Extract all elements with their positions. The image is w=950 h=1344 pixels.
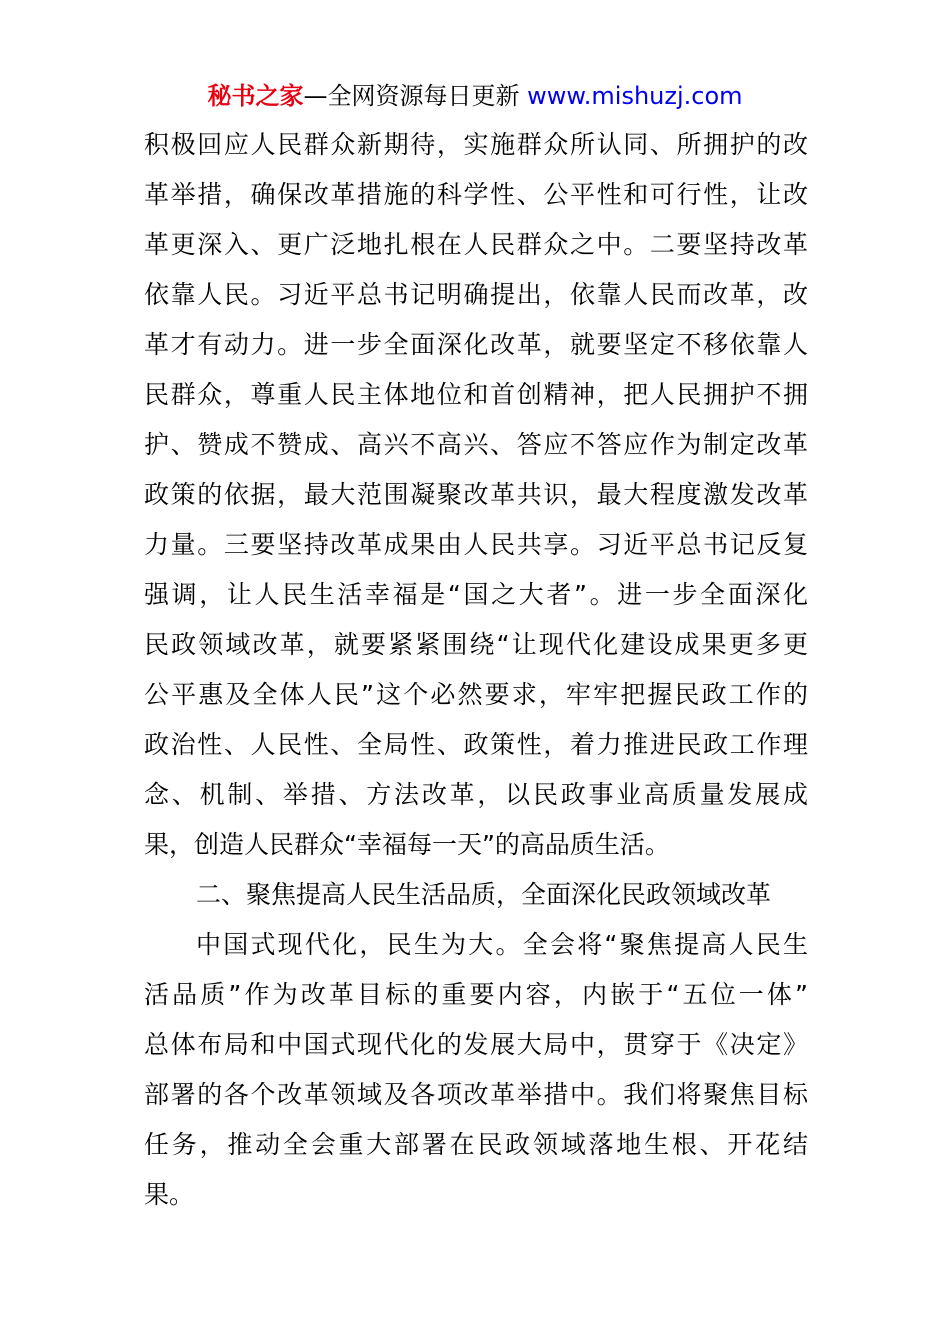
text-line: 念、机制、举措、方法改革，以民政事业高质量发展成 — [144, 780, 808, 809]
site-url-link[interactable]: www.mishuzj.com — [527, 82, 743, 110]
text-line: 政治性、人民性、全局性、政策性，着力推进民政工作理 — [144, 730, 808, 759]
site-header — [0, 80, 950, 112]
text-line: 革才有动力。进一步全面深化改革，就要坚定不移依靠人 — [144, 330, 808, 359]
text-line: 活品质”作为改革目标的重要内容，内嵌于“五位一体” — [144, 980, 808, 1009]
text-line: 部署的各个改革领域及各项改革举措中。我们将聚焦目标 — [144, 1080, 808, 1109]
document-body — [144, 120, 808, 1220]
text-line: 果，创造人民群众“幸福每一天”的高品质生活。 — [144, 830, 670, 859]
text-line: 任务，推动全会重大部署在民政领域落地生根、开花结 — [144, 1130, 808, 1159]
text-line: 革举措，确保改革措施的科学性、公平性和可行性，让改 — [144, 180, 808, 209]
text-line: 民政领域改革，就要紧紧围绕“让现代化建设成果更多更 — [144, 630, 808, 659]
text-line: 革更深入、更广泛地扎根在人民群众之中。二要坚持改革 — [144, 230, 808, 259]
text-line: 公平惠及全体人民”这个必然要求，牢牢把握民政工作的 — [144, 680, 808, 709]
text-line: 民群众，尊重人民主体地位和首创精神，把人民拥护不拥 — [144, 380, 808, 409]
text-line: 护、赞成不赞成、高兴不高兴、答应不答应作为制定改革 — [144, 430, 808, 459]
text-line: 中国式现代化，民生为大。全会将“聚焦提高人民生 — [196, 930, 808, 959]
text-line: 积极回应人民群众新期待，实施群众所认同、所拥护的改 — [144, 130, 808, 159]
text-line: 总体布局和中国式现代化的发展大局中，贯穿于《决定》 — [144, 1030, 808, 1059]
text-line: 依靠人民。习近平总书记明确提出，依靠人民而改革，改 — [144, 280, 808, 309]
text-line: 政策的依据，最大范围凝聚改革共识，最大程度激发改革 — [144, 480, 808, 509]
text-line: 力量。三要坚持改革成果由人民共享。习近平总书记反复 — [144, 530, 808, 559]
brand-name: 秘书之家 — [207, 82, 304, 110]
section-heading: 二、聚焦提高人民生活品质，全面深化民政领域改革 — [196, 880, 772, 909]
tagline: —全网资源每日更新 — [303, 82, 520, 110]
text-line: 果。 — [144, 1180, 195, 1209]
text-line: 强调，让人民生活幸福是“国之大者”。进一步全面深化 — [144, 580, 808, 609]
